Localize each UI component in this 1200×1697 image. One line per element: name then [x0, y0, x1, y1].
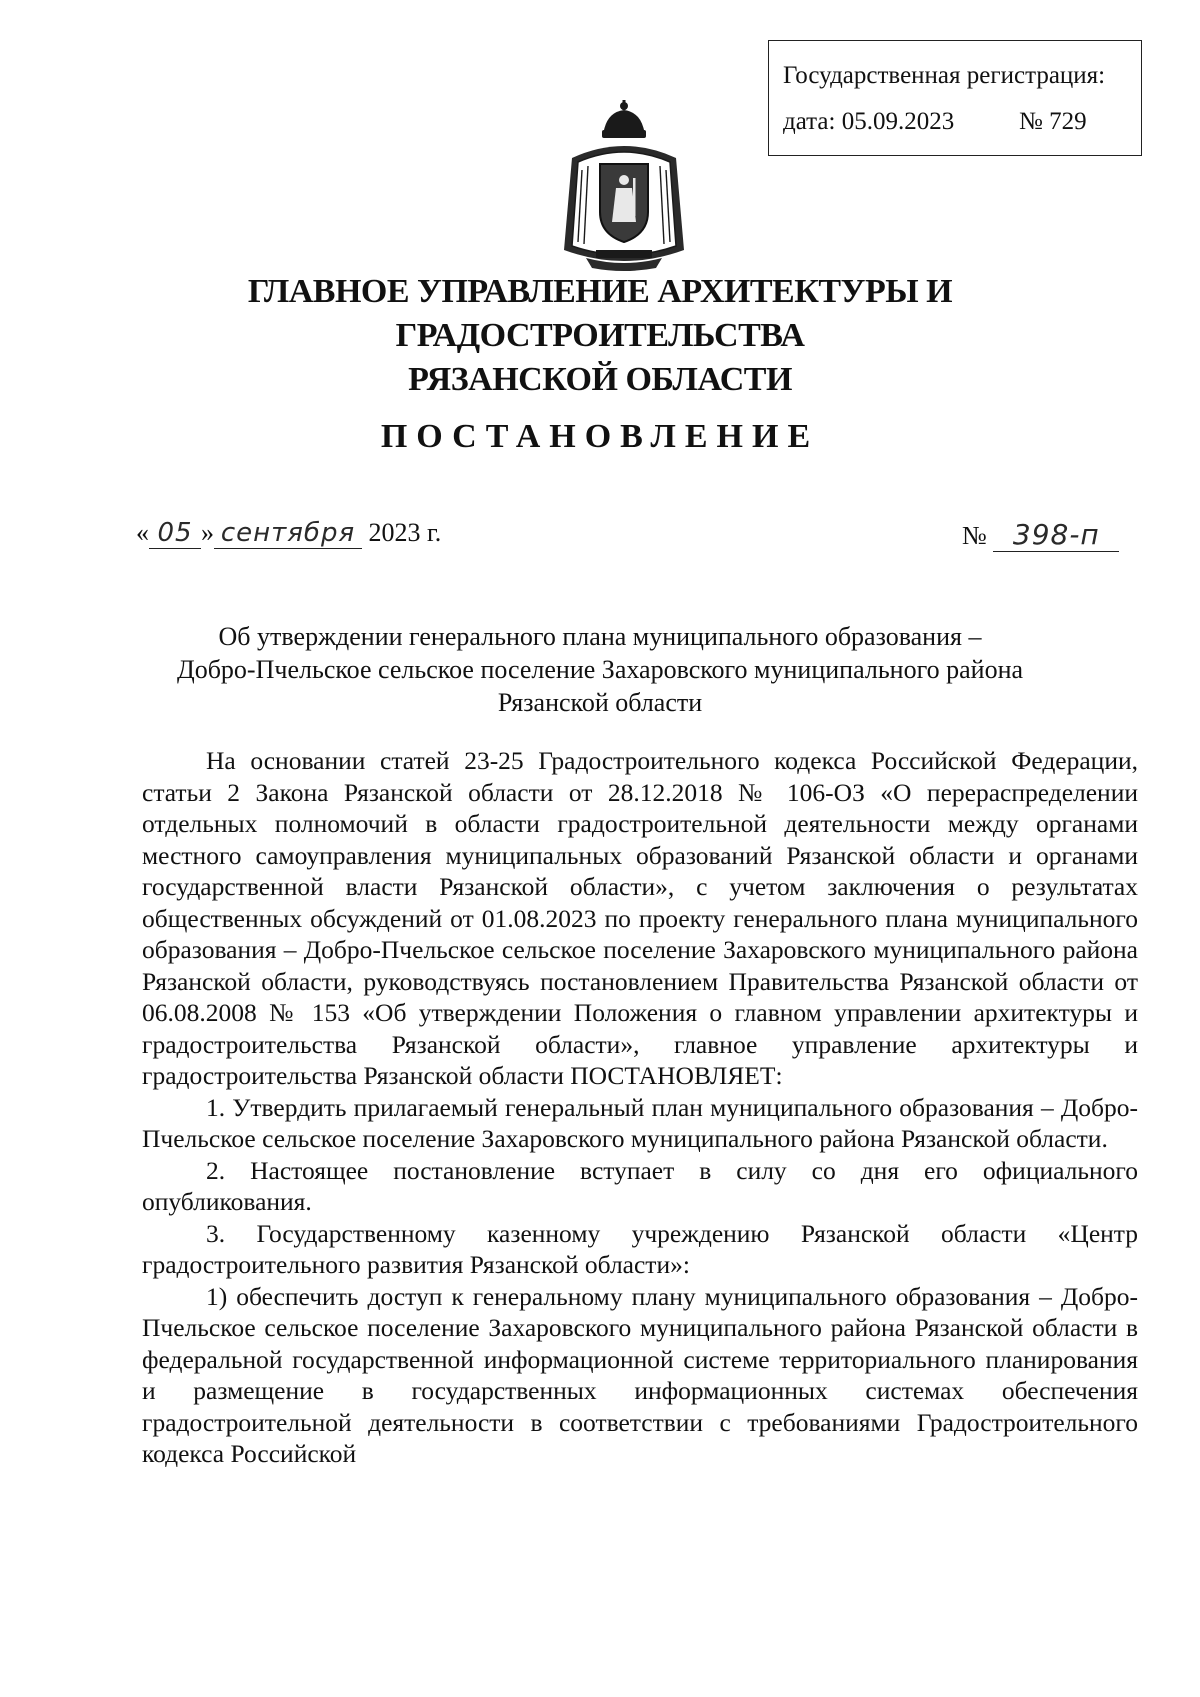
doc-number-value: 398-п: [993, 518, 1119, 552]
authority-line-1: ГЛАВНОЕ УПРАВЛЕНИЕ АРХИТЕКТУРЫ И ГРАДОСТРОИТЕЛЬСТВА: [247, 273, 953, 354]
authority-line-2: РЯЗАНСКОЙ ОБЛАСТИ: [408, 361, 792, 398]
clause-2: 2. Настоящее постановление вступает в силу со дня его официального опубликования.: [142, 1155, 1138, 1216]
preamble-paragraph: На основании статей 23-25 Градостроительного кодекса Российской Федерации, статьи 2 Закона Рязанской области от 28.12.2018 № 106-ОЗ «О перераспределении отдельных полномочий в области градостроительной деятельности между органами местного самоуправления муниципальных образований Рязанской области и органами государственной власти Рязанской области», с учетом заключения о результатах общественных обсуждений от 01.08.2023 по проекту генерального плана муниципального образования – Добро-Пчельское сельское поселение Захаровского муниципального района Рязанской области, руководствуясь постановлением Правительства Рязанской области от 06.08.2008 № 153 «Об утверждении Положения о главном управлении архитектуры и градостроительства Рязанской области», главное управление архитектуры и градостроительства Рязанской области ПОСТАНОВЛЯЕТ:: [142, 746, 1138, 1090]
document-body: [142, 745, 1138, 1470]
registration-date: дата: 05.09.2023: [783, 108, 955, 135]
date-open-quote: «: [136, 518, 149, 547]
registration-title: Государственная регистрация:: [783, 62, 1106, 89]
date-month: сентября: [214, 518, 362, 549]
registration-number: № 729: [1019, 108, 1087, 135]
clause-3: 3. Государственному казенному учреждению Рязанской области «Центр градостроительного развития Рязанской области»:: [142, 1218, 1138, 1279]
document-date: [136, 518, 441, 549]
subject-line-1: Об утверждении генерального плана муниципального образования –: [218, 622, 982, 651]
document-type: ПОСТАНОВЛЕНИЕ: [380, 418, 820, 455]
date-day: 05: [149, 518, 201, 549]
date-close-quote: »: [201, 518, 214, 547]
registration-stamp: [768, 40, 1142, 156]
issuing-authority: [100, 270, 1100, 402]
document-subject: [150, 620, 1050, 719]
clause-3-1: 1) обеспечить доступ к генеральному плану муниципального образования – Добро-Пчельское сельское поселение Захаровского муниципального района Рязанской области в федеральной государственной информационной системе территориального планирования и размещение в государственных информационных системах обеспечения градостроительной деятельности в соответствии с требованиями Градостроительного кодекса Российской: [142, 1281, 1138, 1468]
document-number: [962, 518, 1119, 552]
doc-number-prefix: №: [962, 521, 987, 550]
clause-1: 1. Утвердить прилагаемый генеральный план муниципального образования – Добро-Пчельское сельское поселение Захаровского муниципального района Рязанской области.: [142, 1092, 1138, 1153]
subject-line-3: Рязанской области: [497, 688, 703, 717]
subject-line-2: Добро-Пчельское сельское поселение Захаровского муниципального района: [176, 655, 1024, 684]
coat-of-arms-icon: [556, 100, 692, 272]
date-year: 2023 г.: [368, 518, 442, 547]
